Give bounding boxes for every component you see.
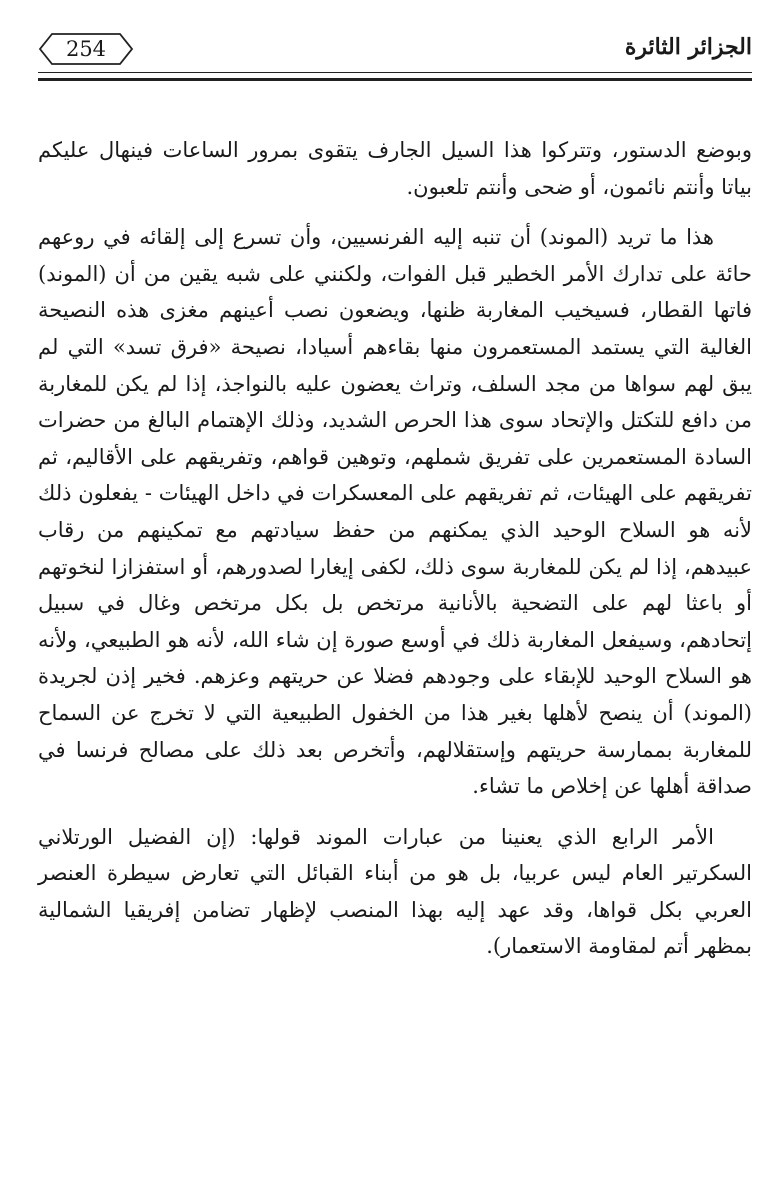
running-title: الجزائر الثائرة [624, 34, 752, 60]
page-number-badge [38, 32, 134, 66]
page-body [38, 132, 752, 979]
paragraph: هذا ما تريد (الموند) أن تنبه إليه الفرنسيين، وأن تسرع إلى إلقائه في روعهم حائة على تدارك الأمر الخطير قبل الفوات، ولكنني على شبه يقين من أن (الموند) فاتها القطار، فسيخيب المغاربة ظنها، ويضعون نصب أعينهم مغزى هذه النصيحة الغالية التي يستمد المستعمرون منها بقاءهم أسيادا، نصيحة «فرق تسد» التي لم يبق لهم سواها من مجد السلف، وتراث يعضون عليه بالنواجذ، إذا لم يكن للمغاربة من دافع للتكتل والإتحاد سوى هذا الحرص الشديد، وذلك الإهتمام البالغ من حضرات السادة المستعمرين على تفريق شملهم، وتوهين قواهم، وتفريقهم على الأقاليم، ثم تفريقهم على الهيئات، ثم تفريقهم على المعسكرات في داخل الهيئات - يفعلون ذلك لأنه هو السلاح الوحيد الذي يمكنهم من حفظ سيادتهم مع تمكينهم من رقاب عبيدهم، إذا لم يكن للمغاربة سوى ذلك، لكفى إيغارا لصدورهم، أو استفزازا لنخوتهم أو باعثا لهم على التضحية بالأنانية مرتخص بل بكل مرتخص وغال في سبيل إتحادهم، وسيفعل المغاربة ذلك في أوسع صورة إن شاء الله، لأنه هو الطبيعي، ولأنه هو السلاح الوحيد للإبقاء على وجودهم فضلا عن حريتهم وعزهم. فخير إذن لجريدة (الموند) أن ينصح لأهلها بغير هذا من الخفول الطبيعية التي لا تخرج عن السماح للمغاربة بممارسة حريتهم وإستقلالهم، وأتخرص بعد ذلك على مصالح فرنسا في صداقة أهلها عن إخلاص ما تشاء. [38, 225, 752, 799]
paragraph: وبوضع الدستور، وتتركوا هذا السيل الجارف يتقوى بمرور الساعات فينهال عليكم بياتا وأنتم نائمون، أو ضحى وأنتم تلعبون. [38, 138, 752, 199]
paragraph: الأمر الرابع الذي يعنينا من عبارات الموند قولها: (إن الفضيل الورتلاني السكرتير العام ليس عربيا، بل هو من أبناء القبائل التي تعارض سيطرة العنصر العربي بكل قواها، وقد عهد إليه بهذا المنصب لإظهار تضامن إفريقيا الشمالية بمظهر أتم لمقاومة الاستعمار). [38, 824, 752, 959]
header-rule-thick [38, 78, 752, 81]
page-number: 254 [65, 37, 107, 61]
header-rule-thin [38, 72, 752, 73]
page-header [38, 30, 752, 78]
